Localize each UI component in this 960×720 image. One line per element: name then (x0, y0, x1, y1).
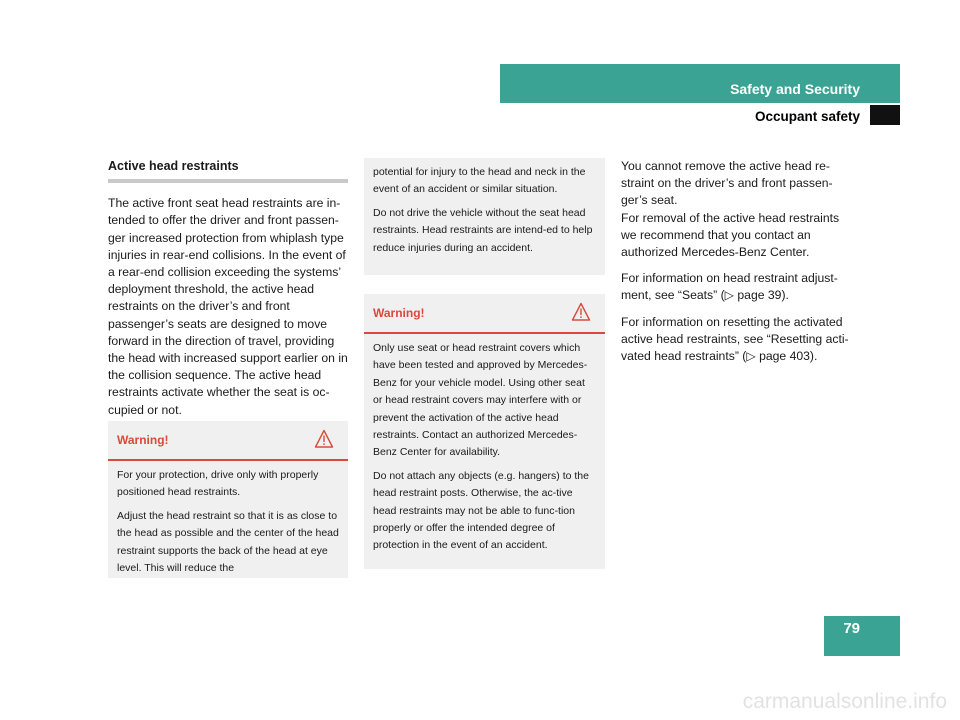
header-corner-block (870, 105, 900, 125)
watermark: carmanualsonline.info (742, 690, 947, 713)
column-1 (108, 158, 348, 419)
body-paragraph: The active front seat head restraints are in-tended to offer the driver and front passen-ger increased protection from whiplash type injuries in rear-end collisions. In the event of a rear-end collision exceeding the systems’ deployment threshold, the active head restraints on the driver’s and front passenger’s seats are designed to move forward in the direction of travel, providing the head with increased support earlier on in the collision sequence. The active head restraints activate whether the seat is oc-cupied or not. (108, 196, 348, 417)
body-paragraph: For information on resetting the activated active head restraints, see “Resetting acti-vated head restraints” (▷ page 403). (621, 314, 849, 364)
subsection-title: Occupant safety (754, 109, 860, 124)
heading-rule (108, 179, 348, 183)
warning-triangle-icon (571, 302, 591, 322)
warning-title: Warning! (373, 306, 425, 320)
warning-body (364, 334, 605, 561)
warning-title: Warning! (117, 433, 169, 447)
warning-paragraph: Do not drive the vehicle without the seat head restraints. Head restraints are intend-ed to help reduce injuries during an accident. (373, 206, 593, 254)
section-heading: Active head restraints (108, 159, 239, 173)
warning-box-1 (108, 421, 348, 578)
warning-paragraph: Do not attach any objects (e.g. hangers) to the head restraint posts. Otherwise, the ac-tive head restraints may not be able to func-tion properly or offer the intended degree of protection in the event of an accident. (373, 469, 589, 552)
page-number-box (824, 616, 900, 656)
warning-box-2 (364, 294, 605, 569)
warning-header (364, 294, 605, 334)
warning-body (108, 461, 348, 583)
page-number: 79 (843, 620, 860, 637)
warning-body (364, 158, 605, 263)
warning-triangle-icon (314, 429, 334, 449)
warning-header (108, 421, 348, 461)
column-3 (621, 158, 857, 374)
warning-paragraph: potential for injury to the head and neck in the event of an accident or similar situation. (373, 166, 586, 196)
warning-paragraph: For your protection, drive only with properly positioned head restraints. (117, 469, 319, 499)
body-paragraph: For information on head restraint adjust-ment, see “Seats” (▷ page 39). (621, 271, 838, 303)
warning-box-1-continued (364, 158, 605, 275)
warning-paragraph: Only use seat or head restraint covers which have been tested and approved by Mercedes-Benz for your vehicle model. Using other seat or head restraint covers may interfere with or prevent the activation of the active head restraints. Contact an authorized Mercedes-Benz Center for availability. (373, 342, 588, 459)
section-title: Safety and Security (730, 81, 860, 97)
warning-paragraph: Adjust the head restraint so that it is as close to the head as possible and the center of the head restraint supports the back of the head at eye level. This will reduce the (117, 509, 339, 575)
body-paragraph: You cannot remove the active head re-straint on the driver’s and front passen-ger’s seat. For removal of the active head restraints we recommend that you contact an authorized Mercedes-Benz Center. (621, 159, 840, 260)
